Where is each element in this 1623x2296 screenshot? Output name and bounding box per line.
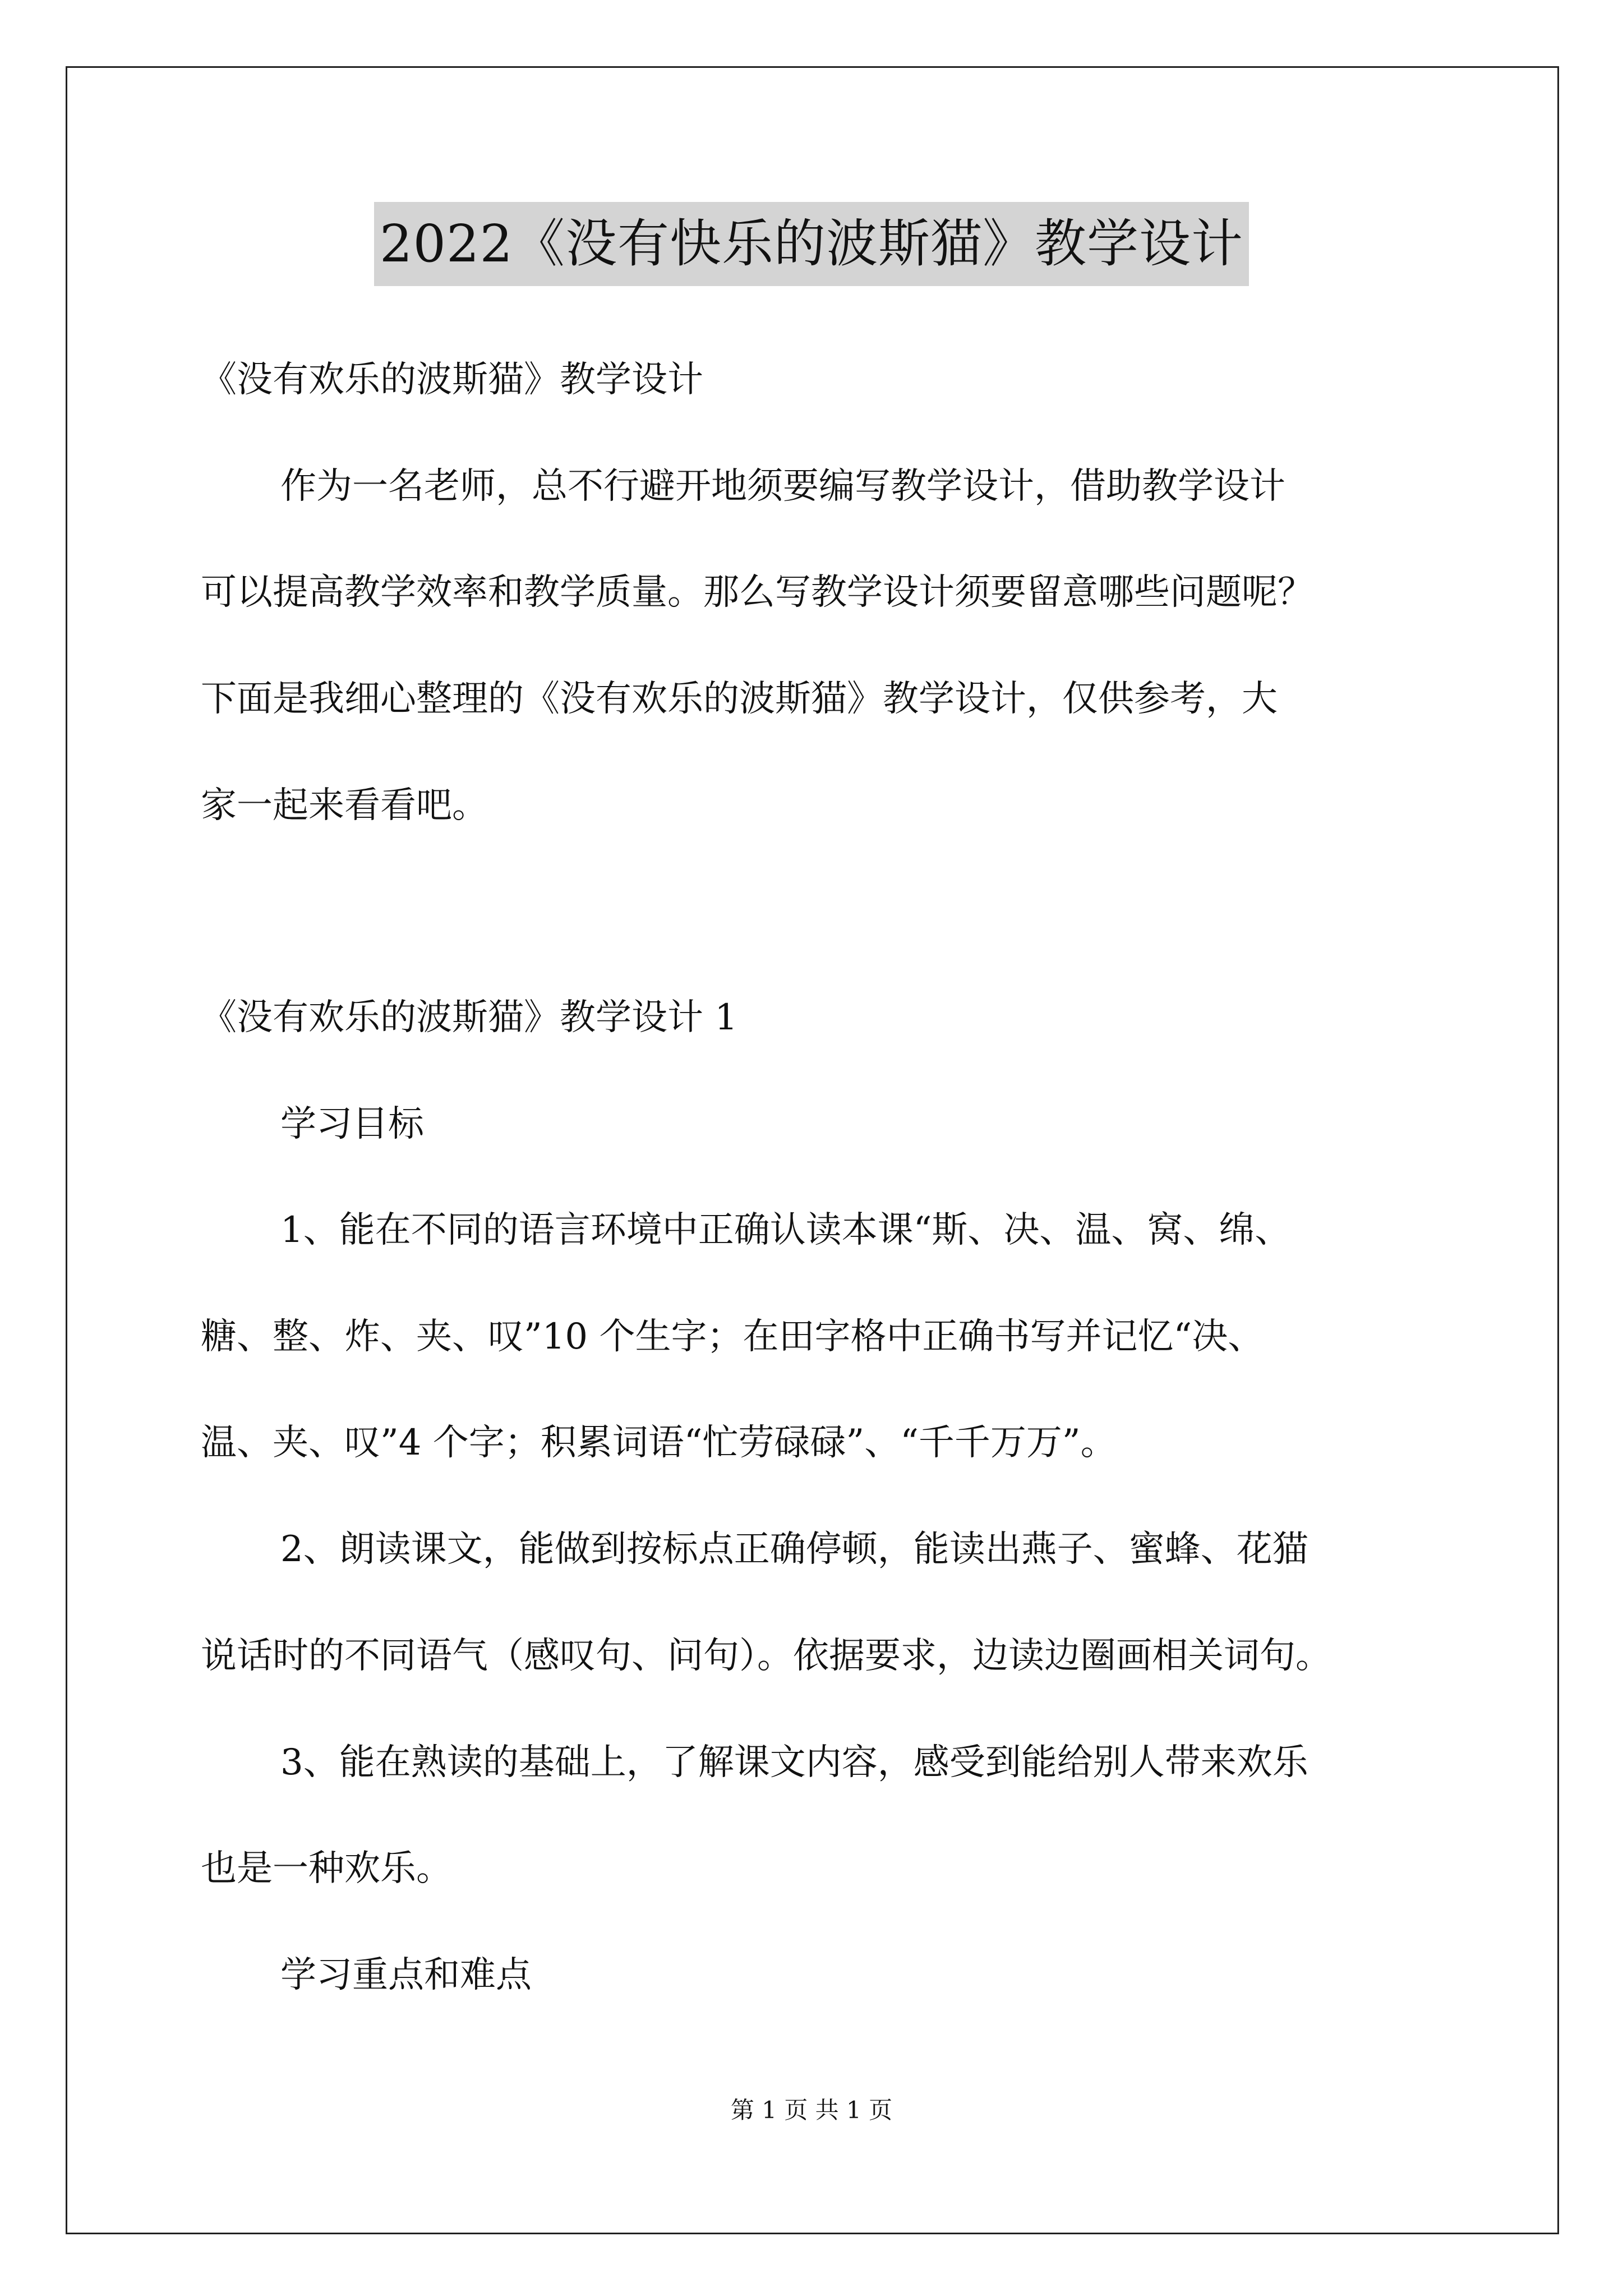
paragraph-line: 2、朗读课文，能做到按标点正确停顿，能读出燕子、蜜蜂、花猫 <box>280 1529 1308 1570</box>
paragraph-line: 作为一名老师，总不行避开地须要编写教学设计，借助教学设计 <box>280 466 1285 507</box>
paragraph-line: 说话时的不同语气（感叹句、问句）。依据要求，边读边圈画相关词句。 <box>201 1635 1331 1677</box>
subsection-heading: 学习重点和难点 <box>280 1954 532 1996</box>
paragraph-line: 家一起来看看吧。 <box>201 785 488 826</box>
subtitle-line: 《没有欢乐的波斯猫》教学设计 <box>201 359 703 401</box>
title-container <box>0 202 1623 286</box>
subsection-heading: 学习目标 <box>280 1103 424 1145</box>
page-footer: 第 1 页 共 1 页 <box>730 2096 893 2124</box>
paragraph-line: 温、夹、叹”4 个字；积累词语“忙劳碌碌”、“千千万万”。 <box>201 1422 1117 1464</box>
paragraph-line: 1、能在不同的语言环境中正确认读本课“斯、决、温、窝、绵、 <box>280 1209 1291 1251</box>
paragraph-line: 3、能在熟读的基础上，了解课文内容，感受到能给别人带来欢乐 <box>280 1742 1308 1783</box>
paragraph-line: 糖、整、炸、夹、叹”10 个生字；在田字格中正确书写并记忆“决、 <box>201 1316 1264 1358</box>
section-heading: 《没有欢乐的波斯猫》教学设计 1 <box>201 997 738 1038</box>
paragraph-line: 可以提高教学效率和教学质量。那么写教学设计须要留意哪些问题呢？ <box>201 572 1313 613</box>
document-title: 2022《没有快乐的波斯猫》教学设计 <box>374 202 1249 286</box>
paragraph-line: 也是一种欢乐。 <box>201 1848 452 1889</box>
paragraph-line: 下面是我细心整理的《没有欢乐的波斯猫》教学设计，仅供参考，大 <box>201 678 1278 720</box>
